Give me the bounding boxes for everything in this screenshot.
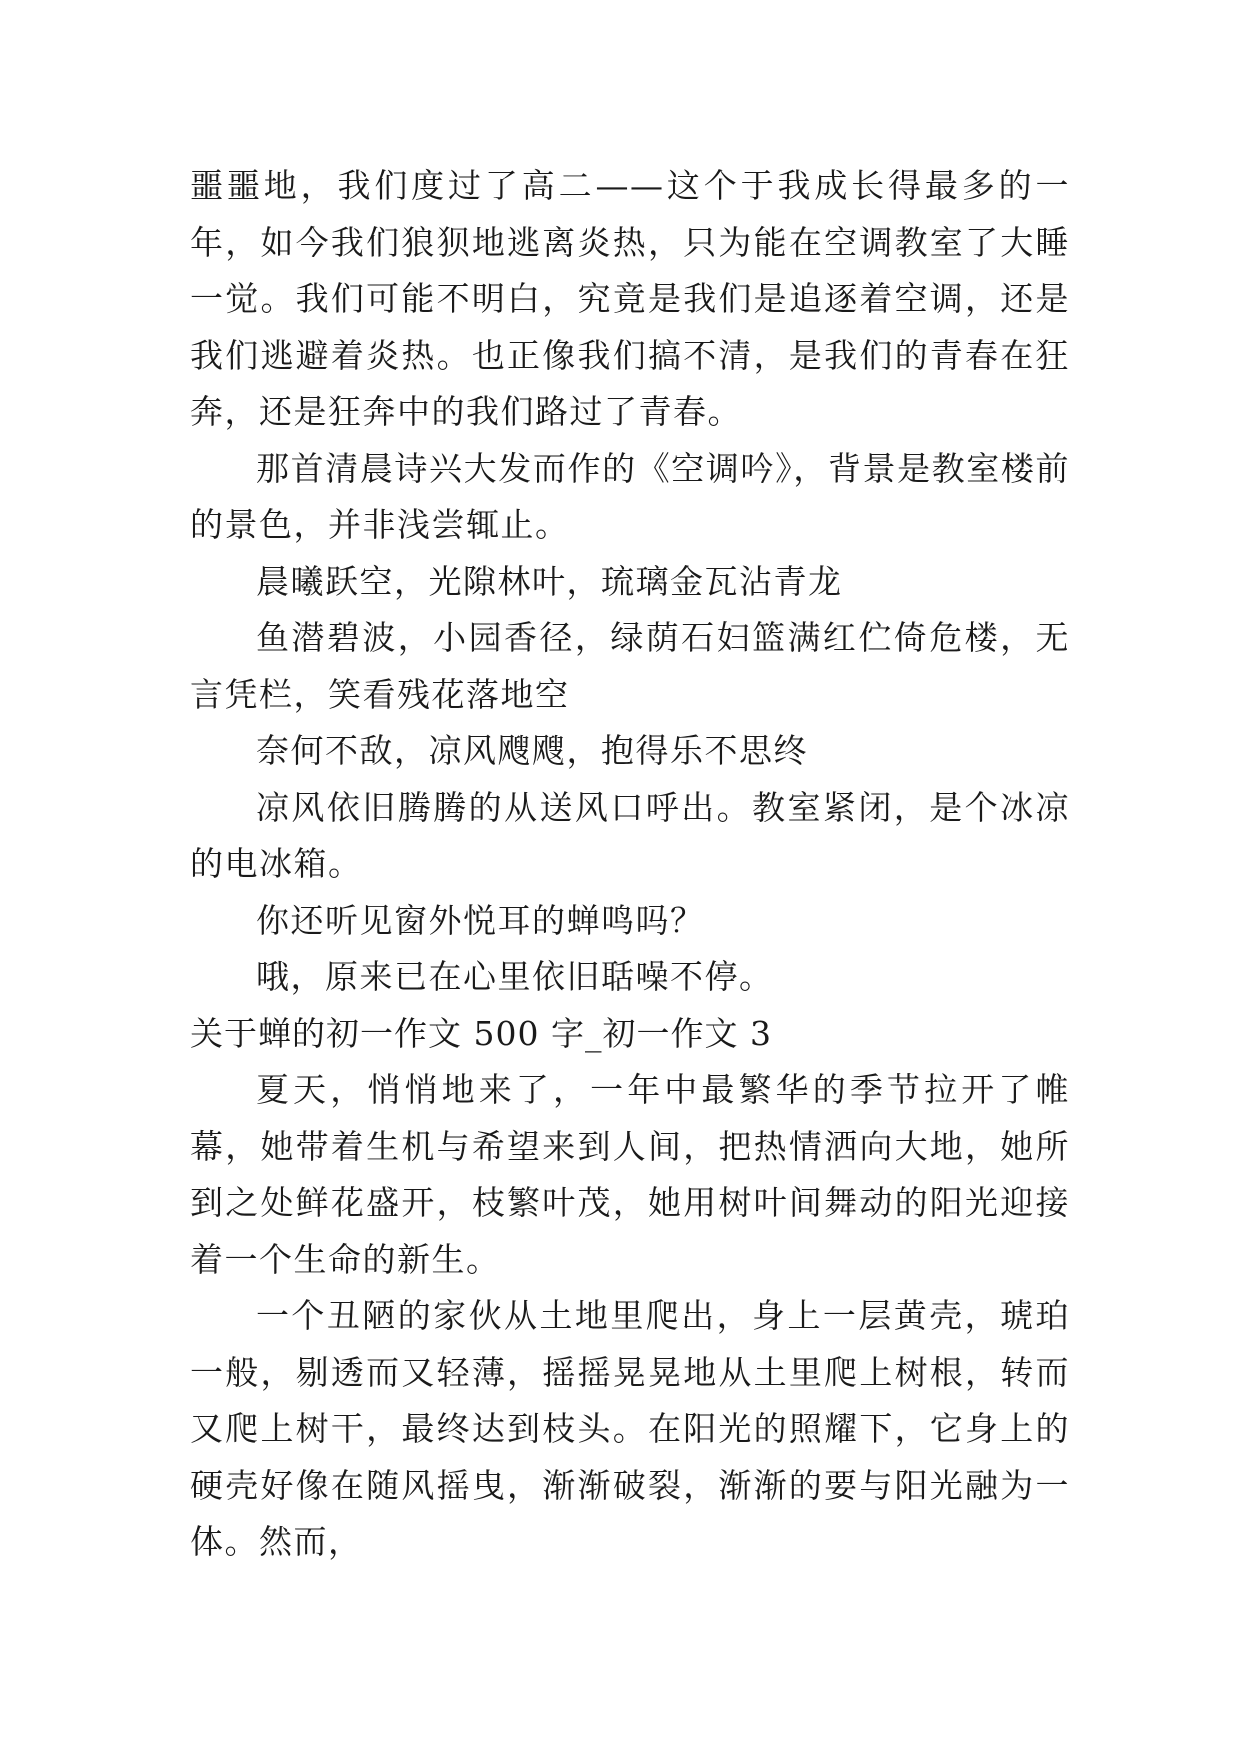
poem-line: 晨曦跃空，光隙林叶，琉璃金瓦沾青龙 — [256, 561, 843, 601]
poem-line: 奈何不敌，凉风飕飕，抱得乐不思终 — [256, 731, 808, 770]
paragraph: 一个丑陋的家伙从土地里爬出，身上一层黄壳，琥珀一般，剔透而又轻薄，摇摇晃晃地从土里爬上树根，转而又爬上树干，最终达到枝头。在阳光的照耀下，它身上的硬壳好像在随风摇曳，渐渐破裂，渐渐的要与阳光融为一体。然而， — [190, 1296, 1070, 1561]
paragraph: 那首清晨诗兴大发而作的《空调吟》，背景是教室楼前的景色，并非浅尝辄止。 — [190, 448, 1070, 544]
paragraph: 夏天，悄悄地来了，一年中最繁华的季节拉开了帷幕，她带着生机与希望来到人间，把热情洒向大地，她所到之处鲜花盛开，枝繁叶茂，她用树叶间舞动的阳光迎接着一个生命的新生。 — [190, 1070, 1070, 1279]
poem-line: 鱼潜碧波，小园香径，绿荫石妇篮满红伫倚危楼，无言凭栏，笑看残花落地空 — [190, 618, 1070, 714]
paragraph: 凉风依旧腾腾的从送风口呼出。教室紧闭，是个冰凉的电冰箱。 — [190, 787, 1070, 883]
paragraph: 哦，原来已在心里依旧聒噪不停。 — [256, 957, 774, 996]
paragraph: 你还听见窗外悦耳的蝉鸣吗？ — [256, 900, 705, 940]
document-body — [190, 158, 1070, 1571]
section-title: 关于蝉的初一作文 500 字_初一作文 3 — [190, 1013, 772, 1053]
paragraph: 噩噩地，我们度过了高二——这个于我成长得最多的一年，如今我们狼狈地逃离炎热，只为能在空调教室了大睡一觉。我们可能不明白，究竟是我们是追逐着空调，还是我们逃避着炎热。也正像我们搞不清，是我们的青春在狂奔，还是狂奔中的我们路过了青春。 — [190, 166, 1070, 431]
